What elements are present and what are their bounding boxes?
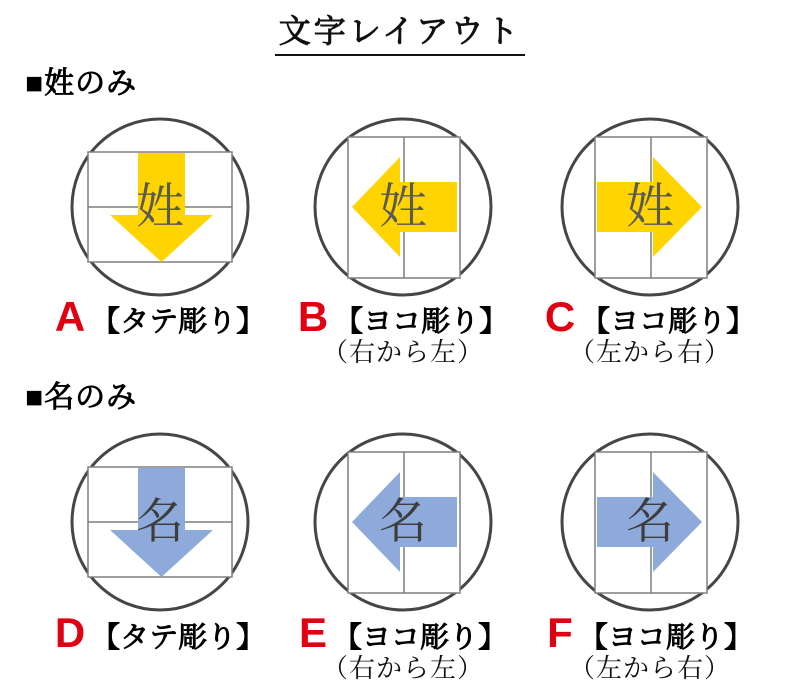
option-label-a — [50, 293, 270, 340]
option-sublabel: （右から左） — [321, 337, 484, 367]
section-heading-givenname-only: ■名のみ — [25, 381, 138, 414]
name-character: 名 — [625, 495, 675, 549]
stamp-circle-diagram — [550, 430, 750, 615]
stamp-circle-diagram — [60, 115, 260, 300]
option-letter: A — [54, 293, 86, 340]
option-label-text: 【ヨコ彫り】 — [578, 622, 753, 654]
name-character: 姓 — [378, 180, 428, 234]
option-sublabel: （右から左） — [321, 653, 484, 683]
option-sublabel: （左から右） — [568, 337, 731, 367]
layout-diagram-e — [303, 430, 503, 615]
option-letter: E — [298, 609, 327, 656]
option-label-text: 【タテ彫り】 — [91, 622, 266, 654]
option-label-c — [540, 293, 760, 367]
option-letter: F — [547, 609, 573, 656]
option-label-text: 【ヨコ彫り】 — [333, 622, 508, 654]
option-label-text: 【ヨコ彫り】 — [334, 306, 509, 338]
stamp-circle-diagram — [60, 430, 260, 615]
stamp-circle-diagram — [303, 430, 503, 615]
page-title: 文字レイアウト — [275, 6, 525, 56]
option-sublabel: （左から右） — [568, 653, 731, 683]
option-letter: C — [544, 293, 576, 340]
option-label-b — [293, 293, 513, 367]
layout-diagram-f — [550, 430, 750, 615]
name-character: 名 — [135, 495, 185, 549]
option-label-e — [293, 609, 513, 683]
option-letter: D — [54, 609, 86, 656]
layout-diagram-c — [550, 115, 750, 300]
option-label-d — [50, 609, 270, 656]
option-label-f — [540, 609, 760, 683]
stamp-circle-diagram — [303, 115, 503, 300]
layout-diagram-b — [303, 115, 503, 300]
option-label-text: 【ヨコ彫り】 — [581, 306, 756, 338]
stamp-circle-diagram — [550, 115, 750, 300]
layout-diagram-d — [60, 430, 260, 615]
option-letter: B — [297, 293, 329, 340]
name-character: 名 — [378, 495, 428, 549]
title-bar — [0, 6, 800, 56]
layout-diagram-a — [60, 115, 260, 300]
section-heading-surname-only: ■姓のみ — [25, 67, 138, 100]
option-label-text: 【タテ彫り】 — [91, 306, 266, 338]
name-character: 姓 — [135, 180, 185, 234]
name-character: 姓 — [625, 180, 675, 234]
